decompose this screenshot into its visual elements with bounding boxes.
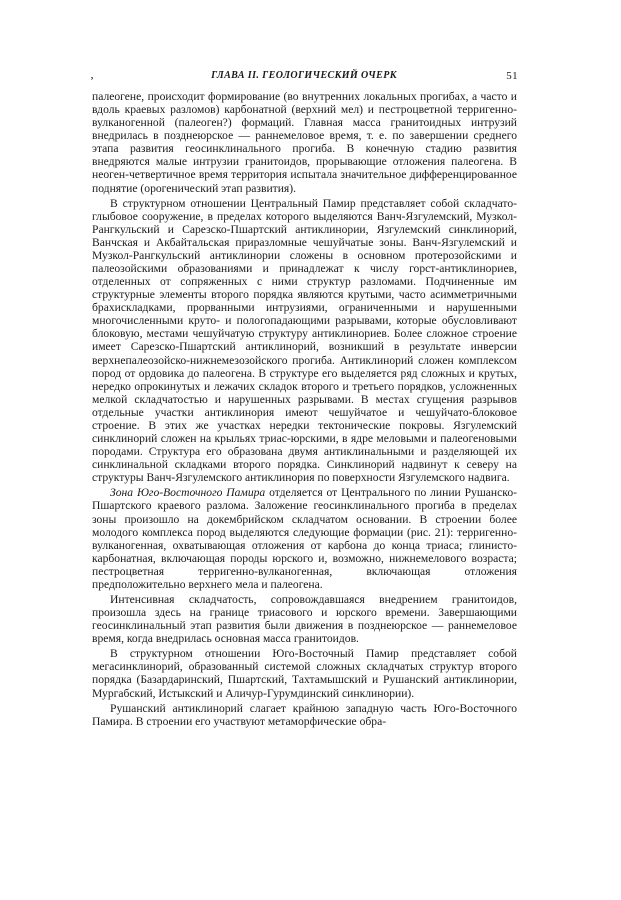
running-header	[90, 67, 518, 86]
paragraph-6: Рушанский антиклинорий слагает крайнюю западную часть Юго-Восточного Памира. В строении его участвуют метаморфические обра-	[92, 701, 517, 728]
paragraph-1: палеогене, происходит формирование (во внутренних локальных прогибах, а часто и вдоль краевых разломов) карбонатной (верхний мел) и пестроцветной терригенно-вулканогенной (палеоген?) формаций. Главная масса гранитоидных интрузий внедрилась в позднеюрское — раннемеловое время, т. е. по завершении среднего этапа развития геосинклинального прогиба. В конечную стадию развития внедряются малые интрузии гранитоидов, прорывающие отложения палеогена. В неоген-четвертичное время территория испытала значительное дифференцированное поднятие (орогенический этап развития).	[92, 90, 517, 195]
body-text	[92, 90, 517, 730]
paragraph-2: В структурном отношении Центральный Памир представляет собой складчато-глыбовое сооружение, в пределах которого выделяются Ванч-Язгулемский, Музкол-Рангкульский и Сарезско-Пшартский антиклинории, Язгулемский синклинорий, Ванчская и Акбайтальская приразломные чешуйчатые зоны. Ванч-Язгулемский и Музкол-Рангкульский антиклинории сложены в основном протерозойскими и палеозойскими образованиями и принадлежат к числу горст-антиклинориев, отделенных от сопряженных с ними структур разломами. Подчиненные им структурные элементы второго порядка являются крутыми, часто асимметричными брахискладками, прорванными интрузиями, ограниченными и нарушенными многочисленными круто- и пологопадающими разрывами, которые обусловливают блоковую, местами чешуйчатую структуру антиклинориев. Более сложное строение имеет Сарезско-Пшартский антиклинорий, возникший в результате инверсии верхнепалеозойско-нижнемезозойского прогиба. Антиклинорий сложен комплексом пород от ордовика до палеогена. В структуре его выделяется ряд сложных и крутых, нередко опрокинутых и лежачих складок второго и третьего порядков, усложненных мелкой складчатостью и нарушенных разрывами. В местах сгущения разрывов отдельные участки антиклинория имеют чешуйчатое и чешуйчато-блоковое строение. В этих же участках нередки тектонические покровы. Язгулемский синклинорий сложен на крыльях триас-юрскими, в ядре меловыми и палеогеновыми породами. Структура его образована двумя антиклинальными и разделяющей их синклинальной складками второго порядка. Синклинорий надвинут к северу на структуры Ванч-Язгулемского антиклинория по поверхности Язгулемского надвига.	[92, 196, 517, 485]
header-mark: ‚	[90, 67, 95, 81]
paragraph-3: Зона Юго-Восточного Памира отделяется от Центрального по линии Рушанско-Пшартского краевого разлома. Заложение геосинклинального прогиба в пределах зоны произошло на докембрийском складчатом основании. В строении более молодого комплекса пород выделяются следующие формации (рис. 21): терригенно-вулканогенная, охватывающая отложения от карбона до конца триаса; глинисто-карбонатная, включающая породы юрского и, возможно, нижнемелового возраста; пестроцветная терригенно-вулканогенная, включающая отложения предположительно верхнего мела и палеогена.	[92, 486, 517, 591]
chapter-title: ГЛАВА II. ГЕОЛОГИЧЕСКИЙ ОЧЕРК	[211, 70, 397, 81]
paragraph-5: В структурном отношении Юго-Восточный Памир представляет собой мегасинклинорий, образованный системой сложных складчатых структур второго порядка (Базардаринский, Пшартский, Тахтамышский и Рушанский антиклинории, Мургабский, Истыкский и Аличур-Гурумдинский синклинории).	[92, 647, 517, 700]
italic-lead: Зона Юго-Восточного Памира	[110, 486, 266, 500]
page-number: 51	[506, 70, 518, 82]
paragraph-4: Интенсивная складчатость, сопровождавшаяся внедрением гранитоидов, произошла здесь на границе триасового и юрского времени. Завершающими геосинклинальный этап развития были движения в позднеюрское — раннемеловое время, когда внедрилась основная масса гранитоидов.	[92, 592, 517, 646]
